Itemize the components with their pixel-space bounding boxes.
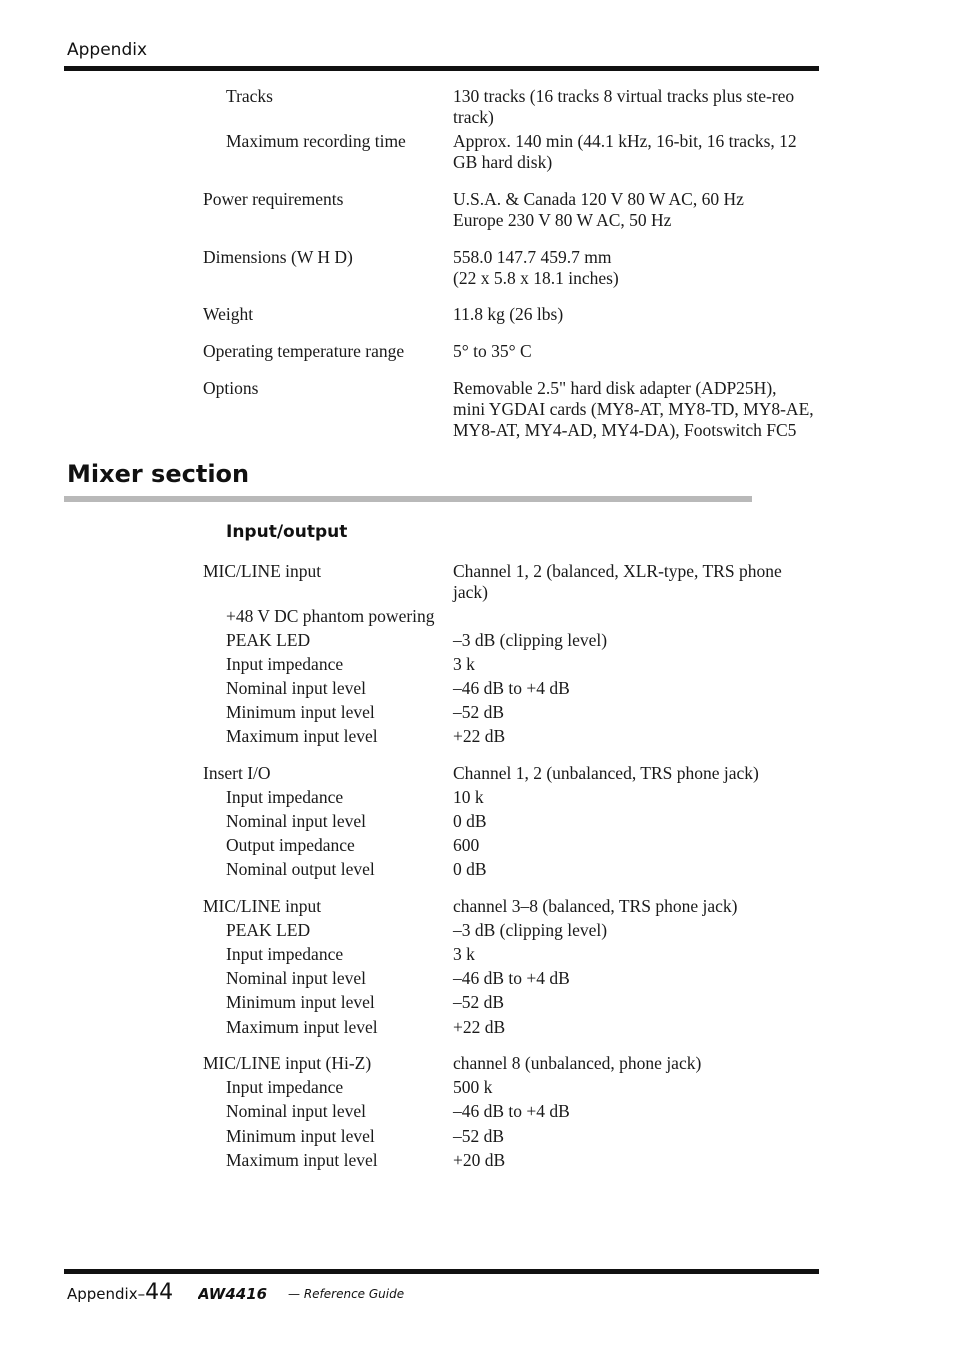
spec-value: U.S.A. & Canada 120 V 80 W AC, 60 Hz Europe 230 V 80 W AC, 50 Hz	[453, 189, 744, 230]
spec-value: 500 k	[453, 1077, 493, 1097]
spec-value: 3 k	[453, 944, 475, 964]
spec-value: channel 8 (unbalanced, phone jack)	[453, 1053, 702, 1073]
spec-label: Nominal output level	[226, 859, 375, 879]
spec-value: –46 dB to +4 dB	[453, 1101, 570, 1121]
spec-label: PEAK LED	[226, 630, 311, 650]
spec-value: 11.8 kg (26 lbs)	[453, 304, 564, 324]
spec-value: Approx. 140 min (44.1 kHz, 16-bit, 16 tracks, 12 GB hard disk)	[453, 131, 797, 172]
spec-label: Nominal input level	[226, 678, 366, 698]
spec-label: Maximum recording time	[226, 131, 406, 151]
spec-value: 0 dB	[453, 859, 487, 879]
spec-label: Minimum input level	[226, 992, 375, 1012]
spec-value: +22 dB	[453, 726, 506, 746]
spec-label: Minimum input level	[226, 1126, 375, 1146]
spec-label: Operating temperature range	[203, 341, 405, 361]
spec-label: Weight	[203, 304, 254, 324]
spec-value: 130 tracks (16 tracks 8 virtual tracks plus ste-reo track)	[453, 86, 795, 127]
spec-label: Nominal input level	[226, 968, 366, 988]
aw4416-logo	[198, 1286, 286, 1302]
spec-value: 0 dB	[453, 811, 487, 831]
spec-label: MIC/LINE input	[203, 561, 322, 581]
subheading: Input/output	[226, 522, 348, 542]
spec-label: PEAK LED	[226, 920, 311, 940]
spec-value: +20 dB	[453, 1150, 506, 1170]
spec-label: Maximum input level	[226, 1150, 378, 1170]
footer-rule	[64, 1269, 819, 1274]
spec-label: MIC/LINE input	[203, 896, 322, 916]
footer-prefix: Appendix–	[67, 1285, 146, 1303]
spec-value: Channel 1, 2 (unbalanced, TRS phone jack)	[453, 763, 759, 783]
spec-label: Tracks	[226, 86, 273, 106]
footer-guide: — Reference Guide	[288, 1287, 405, 1301]
spec-value: –52 dB	[453, 992, 505, 1012]
spec-label: Minimum input level	[226, 702, 375, 722]
spec-label: Input impedance	[226, 654, 344, 674]
spec-value: –3 dB (clipping level)	[453, 920, 608, 940]
spec-label: Power requirements	[203, 189, 344, 209]
spec-value: –3 dB (clipping level)	[453, 630, 608, 650]
spec-label: Insert I/O	[203, 763, 271, 783]
footer-page	[67, 1280, 173, 1305]
spec-label: Output impedance	[226, 835, 355, 855]
page-number: 44	[145, 1280, 174, 1305]
spec-value: Channel 1, 2 (balanced, XLR-type, TRS phone jack)	[453, 561, 782, 602]
spec-label: +48 V DC phantom powering	[226, 606, 435, 626]
spec-value: –46 dB to +4 dB	[453, 968, 570, 988]
spec-label: Input impedance	[226, 787, 344, 807]
spec-label: MIC/LINE input (Hi-Z)	[203, 1053, 372, 1073]
spec-label: Input impedance	[226, 1077, 344, 1097]
spec-label: Nominal input level	[226, 1101, 366, 1121]
spec-value: 10 k	[453, 787, 484, 807]
spec-value: +22 dB	[453, 1017, 506, 1037]
spec-value: 600	[453, 835, 480, 855]
spec-value: –52 dB	[453, 702, 505, 722]
section-rule	[64, 496, 752, 502]
spec-value: 558.0 147.7 459.7 mm (22 x 5.8 x 18.1 inches)	[453, 247, 619, 288]
spec-label: Input impedance	[226, 944, 344, 964]
spec-label: Nominal input level	[226, 811, 366, 831]
header-label: Appendix	[67, 40, 148, 60]
header-rule	[64, 66, 819, 71]
spec-value: –52 dB	[453, 1126, 505, 1146]
logo-text: AW4416	[198, 1286, 268, 1302]
spec-value: 3 k	[453, 654, 475, 674]
spec-label: Maximum input level	[226, 726, 378, 746]
spec-value: Removable 2.5" hard disk adapter (ADP25H), mini YGDAI cards (MY8-AT, MY8-TD, MY8-AE, MY8-AT, MY4-AD, MY4-DA), Footswitch FC5	[453, 378, 814, 440]
spec-label: Options	[203, 378, 259, 398]
section-title: Mixer section	[67, 460, 250, 488]
spec-value: 5° to 35° C	[453, 341, 532, 361]
spec-value: –46 dB to +4 dB	[453, 678, 570, 698]
spec-value: channel 3–8 (balanced, TRS phone jack)	[453, 896, 738, 916]
spec-label: Dimensions (W H D)	[203, 247, 353, 267]
spec-label: Maximum input level	[226, 1017, 378, 1037]
